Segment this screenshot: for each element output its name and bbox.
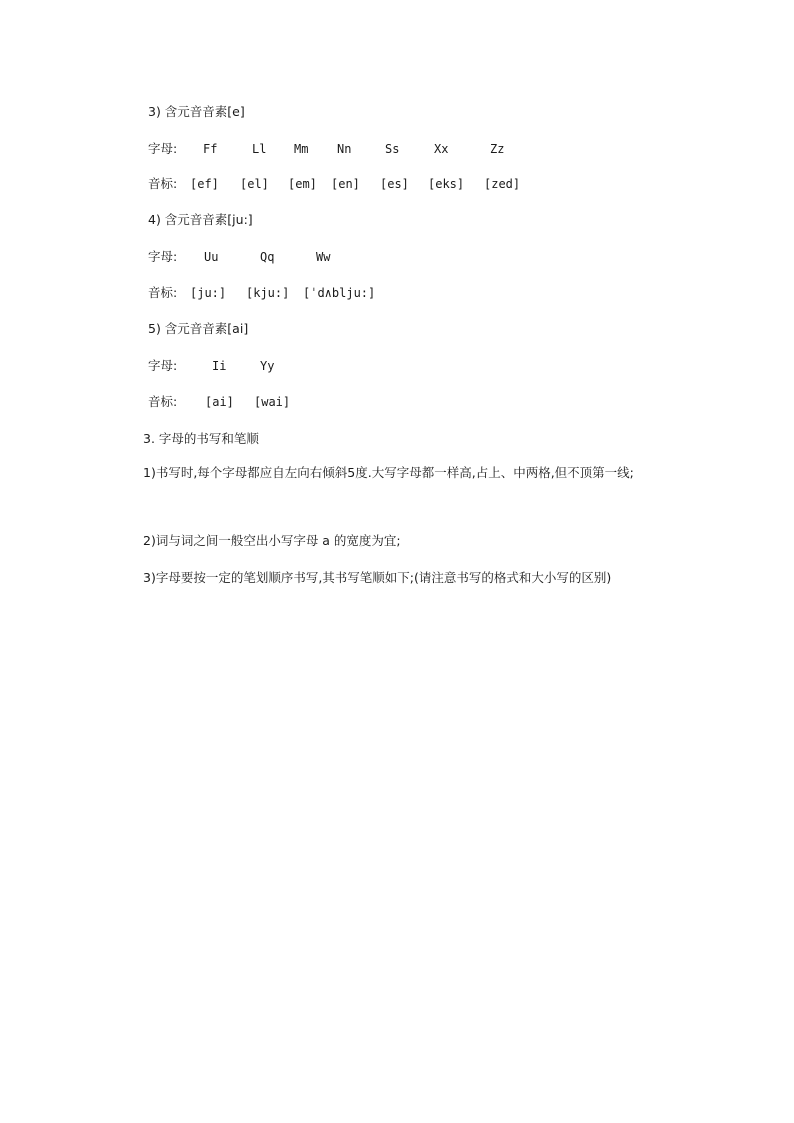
letter-pair: Ll: [252, 142, 267, 156]
letter-pair: Qq: [260, 250, 275, 264]
heading-ju: [148, 211, 253, 229]
phonetics-row-e: [148, 175, 568, 193]
phonetic: [ef]: [190, 177, 219, 191]
phonetics-row-ju: [148, 284, 568, 302]
phonetic: [ju:]: [190, 286, 227, 300]
letter-pair: Ss: [385, 142, 400, 156]
phonetic: [kju:]: [246, 286, 290, 300]
paragraph-3: 3)字母要按一定的笔划顺序书写,其书写笔顺如下;(请注意书写的格式和大小写的区别): [143, 570, 612, 585]
heading-e: [148, 103, 245, 121]
phonetic: [zed]: [484, 177, 521, 191]
letter-pair: Ww: [316, 250, 331, 264]
letter-pair: Nn: [337, 142, 352, 156]
phonetic: [en]: [331, 177, 360, 191]
heading-ju-text: 4) 含元音音素[ju:]: [148, 212, 253, 227]
phonetic: [eks]: [428, 177, 465, 191]
letter-pair: Mm: [294, 142, 309, 156]
phonetic: [em]: [288, 177, 317, 191]
letters-row-ju: [148, 248, 568, 266]
letters-label: 字母:: [148, 249, 178, 264]
heading-ai-text: 5) 含元音音素[ai]: [148, 321, 249, 336]
letters-row-e: [148, 140, 568, 158]
letters-label: 字母:: [148, 141, 178, 156]
heading-e-text: 3) 含元音音素[e]: [148, 104, 245, 119]
phonetics-label: 音标:: [148, 394, 178, 409]
section-title: [143, 430, 259, 448]
phonetics-label: 音标:: [148, 176, 178, 191]
letter-pair: Zz: [490, 142, 505, 156]
phonetic: [es]: [380, 177, 409, 191]
letter-pair: Uu: [204, 250, 219, 264]
heading-ai: [148, 320, 248, 338]
letter-pair: Yy: [260, 359, 275, 373]
letters-label: 字母:: [148, 358, 178, 373]
paragraph-1: 1)书写时,每个字母都应自左向右倾斜5度.大写字母都一样高,占上、中两格,但不顶第一线;: [143, 465, 634, 480]
phonetics-row-ai: [148, 393, 568, 411]
paragraph-2: 2)词与词之间一般空出小写字母 a 的宽度为宜;: [143, 533, 401, 548]
letters-row-ai: [148, 357, 568, 375]
phonetic: [wai]: [254, 395, 291, 409]
section-title-text: 3. 字母的书写和笔顺: [143, 431, 259, 446]
letter-pair: Xx: [434, 142, 449, 156]
letter-pair: Ff: [203, 142, 218, 156]
phonetic: [el]: [240, 177, 269, 191]
phonetic: [ai]: [205, 395, 234, 409]
phonetics-label: 音标:: [148, 285, 178, 300]
phonetic: [ˈd∧blju:]: [303, 286, 376, 300]
letter-pair: Ii: [212, 359, 227, 373]
